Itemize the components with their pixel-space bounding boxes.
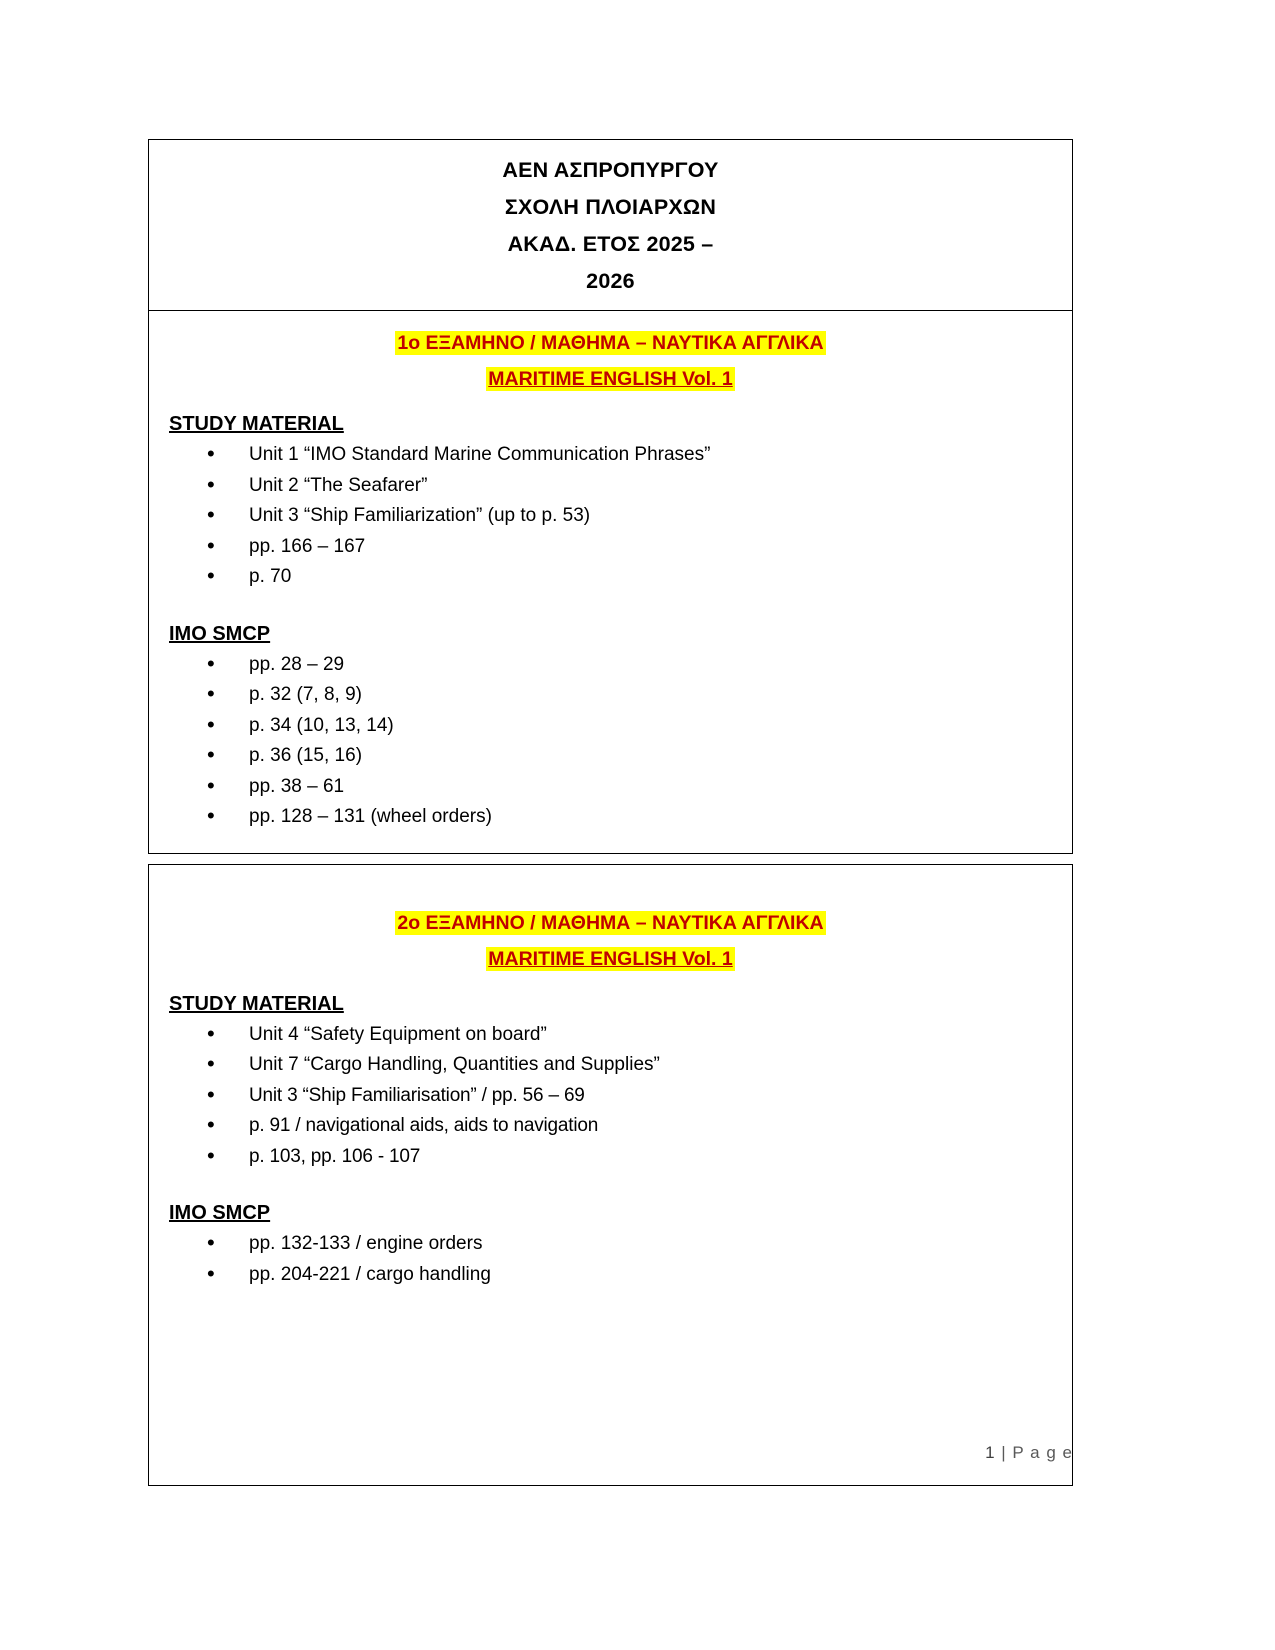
- list-item: • pp. 128 – 131 (wheel orders): [207, 802, 1062, 833]
- semester-2-smcp-heading: IMO SMCP: [169, 1202, 271, 1224]
- list-item: • p. 70: [207, 562, 1062, 593]
- semester-1-smcp-list: [159, 650, 1062, 833]
- semester-2-study-material-list: [159, 1020, 1062, 1173]
- semester-2-smcp-list: [159, 1229, 1062, 1290]
- list-item: • pp. 132-133 / engine orders: [207, 1229, 1062, 1260]
- list-item: • p. 34 (10, 13, 14): [207, 711, 1062, 742]
- semester-1-study-material-list: [159, 440, 1062, 593]
- footer-separator: |: [1001, 1443, 1007, 1462]
- list-item: • p. 103, pp. 106 - 107: [207, 1142, 1062, 1173]
- list-item: • Unit 4 “Safety Equipment on board”: [207, 1020, 1062, 1051]
- header-line-year-2: 2026: [586, 269, 635, 293]
- list-item: • pp. 28 – 29: [207, 650, 1062, 681]
- semester-2-section: [148, 864, 1073, 1486]
- header-line-department: ΣΧΟΛΗ ΠΛΟΙΑΡΧΩΝ: [504, 195, 717, 219]
- semester-2-title-line1: 2ο ΕΞΑΜΗΝΟ / ΜΑΘΗΜΑ – ΝΑΥΤΙΚΑ ΑΓΓΛΙΚΑ: [397, 911, 824, 934]
- semester-1-title: [159, 325, 1062, 361]
- semester-1-section: [148, 311, 1073, 854]
- header-line-year-1: ΑΚΑΔ. ΕΤΟΣ 2025 –: [507, 232, 714, 256]
- header-line-school: ΑΕΝ ΑΣΠΡΟΠΥΡΓΟΥ: [502, 158, 719, 182]
- page-footer: [148, 1443, 1073, 1463]
- list-item: • p. 32 (7, 8, 9): [207, 680, 1062, 711]
- semester-1-smcp-heading: IMO SMCP: [169, 622, 271, 645]
- list-item: • p. 36 (15, 16): [207, 741, 1062, 772]
- list-item: • Unit 2 “The Seafarer”: [207, 471, 1062, 502]
- semester-2-title-line2: MARITIME ENGLISH Vol. 1: [488, 947, 733, 970]
- footer-page-label: P a g e: [1012, 1443, 1073, 1462]
- semester-1-study-material-heading: STUDY MATERIAL: [169, 413, 344, 435]
- footer-page-number: 1: [985, 1443, 996, 1462]
- list-item: • Unit 7 “Cargo Handling, Quantities and Supplies”: [207, 1050, 1062, 1081]
- list-item: • pp. 38 – 61: [207, 772, 1062, 803]
- semester-2-title: [159, 905, 1062, 941]
- semester-1-title-line1: 1ο ΕΞΑΜΗΝΟ / ΜΑΘΗΜΑ – ΝΑΥΤΙΚΑ ΑΓΓΛΙΚΑ: [397, 332, 824, 354]
- semester-2-subtitle: [159, 941, 1062, 977]
- list-item: • Unit 3 “Ship Familiarization” (up to p. 53): [207, 501, 1062, 532]
- list-item: • pp. 166 – 167: [207, 532, 1062, 563]
- semester-2-study-material-heading: STUDY MATERIAL: [169, 992, 344, 1015]
- header-table: [148, 139, 1073, 311]
- semester-1-subtitle: [159, 361, 1062, 397]
- semester-1-title-line2: MARITIME ENGLISH Vol. 1: [488, 368, 733, 390]
- list-item: • pp. 204-221 / cargo handling: [207, 1260, 1062, 1291]
- list-item: • Unit 1 “IMO Standard Marine Communication Phrases”: [207, 440, 1062, 471]
- document-body: [148, 139, 1073, 1486]
- list-item: • p. 91 / navigational aids, aids to navigation: [207, 1111, 1062, 1142]
- list-item: • Unit 3 “Ship Familiarisation” / pp. 56 – 69: [207, 1081, 1062, 1112]
